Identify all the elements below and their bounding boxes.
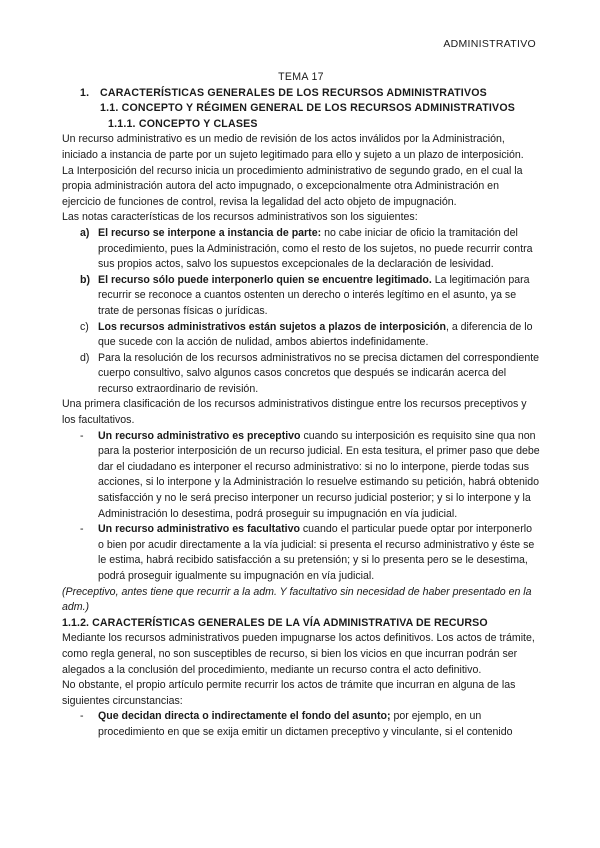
- list-item-text: El recurso se interpone a instancia de parte: no cabe iniciar de oficio la tramitación del procedimiento, pues la Administración, como el resto de los sujetos, no puede recurrir contra sus propios actos, salvo los supuestos excepcionales de la declaración de lesividad.: [98, 226, 533, 271]
- list-item-text: Para la resolución de los recursos administrativos no se precisa dictamen del correspondiente cuerpo consultivo, salvo algunos casos concretos que después se indicarán acerca del recurso extraordinario de revisión.: [98, 351, 540, 395]
- circumstances-list: [62, 709, 540, 740]
- heading-1-number: 1.: [80, 86, 90, 99]
- list-item-text: El recurso sólo puede interponerlo quien se encuentre legitimado. La legitimación para recurrir se reconoce a cuantos ostenten un derecho o interés legítimo en el asunto, ya se trate de personas físicas o jurídicas.: [98, 273, 530, 317]
- heading-1: [62, 86, 540, 102]
- list-item-text: Los recursos administrativos están sujetos a plazos de interposición, a diferencia de lo que sucede con la acción de nulidad, ambos abiertos indefinidamente.: [98, 320, 533, 349]
- paragraph-acts: Mediante los recursos administrativos pueden impugnarse los actos definitivos. Los actos de trámite, como regla general, no son susceptibles de recurso, si bien los vicios en que incurran podrán ser alegados a la conclusión del procedimiento, mediante un recurso contra el acto definitivo.: [62, 632, 535, 676]
- tema-title: TEMA 17: [278, 71, 324, 83]
- list-item: [62, 709, 540, 740]
- list-marker: -: [80, 429, 84, 442]
- classes-list: [62, 429, 540, 585]
- list-marker: d): [80, 351, 90, 364]
- list-item: [62, 351, 540, 398]
- paragraph-notes-intro: Las notas características de los recursos administrativos son los siguientes:: [62, 211, 418, 224]
- heading-4: 1.1.2. CARACTERÍSTICAS GENERALES DE LA VÍA ADMINISTRATIVA DE RECURSO: [62, 616, 488, 629]
- paragraph-exception: No obstante, el propio artículo permite recurrir los actos de trámite que incurran en alguna de las siguientes circunstancias:: [62, 679, 516, 707]
- paragraph-classification: Una primera clasificación de los recursos administrativos distingue entre los recursos preceptivos y los facultativos.: [62, 398, 527, 427]
- list-item-text: Un recurso administrativo es preceptivo cuando su interposición es requisito sine qua non para la posterior interposición de un recurso judicial. En esta tesitura, el primer paso que debe dar el ciudadano es interponer el recurso administrativo: si no lo interpone, pierde todas sus acciones, si lo interpone y la Administración lo resuelve estimando su petición, habrá obtenido satisfacción y no le será preciso interponer un recurso judicial posterior; y si lo interpone y la Administración lo desestima, podrá proseguir su impugnación en vía judicial.: [98, 429, 540, 520]
- list-marker: -: [80, 523, 84, 536]
- list-item: [62, 226, 540, 273]
- list-item: [62, 273, 540, 320]
- list-item: [62, 320, 540, 351]
- heading-3: 1.1.1. CONCEPTO Y CLASES: [108, 117, 258, 130]
- running-header: ADMINISTRATIVO: [443, 38, 536, 50]
- list-marker: c): [80, 320, 89, 333]
- list-marker: -: [80, 710, 84, 723]
- list-item: [62, 522, 540, 584]
- list-item: [62, 429, 540, 523]
- list-item-text: Un recurso administrativo es facultativo cuando el particular puede optar por interponerlo o bien por acudir directamente a la vía judicial: si presenta el recurso administrativo y éste se le estima, habrá recibido satisfacción a su pretensión; y si lo presenta pero se le desestima, podrá proseguir igualmente su impugnación en vía judicial.: [98, 523, 535, 582]
- heading-1-text: CARACTERÍSTICAS GENERALES DE LOS RECURSOS ADMINISTRATIVOS: [100, 86, 487, 99]
- italic-note: (Preceptivo, antes tiene que recurrir a la adm. Y facultativo sin necesidad de haber presentado en la adm.): [62, 585, 532, 614]
- document-body: [62, 70, 540, 741]
- list-marker: b): [80, 273, 90, 286]
- notes-list: [62, 226, 540, 398]
- paragraph-definition: Un recurso administrativo es un medio de revisión de los actos inválidos por la Administración, iniciado a instancia de parte por un sujeto legitimado para ello y sujeto a un plazo de interposición.: [62, 133, 524, 161]
- heading-2: 1.1. CONCEPTO Y RÉGIMEN GENERAL DE LOS RECURSOS ADMINISTRATIVOS: [100, 102, 516, 115]
- paragraph-interposition: La Interposición del recurso inicia un procedimiento administrativo de segundo grado, en el cual la propia administración autora del acto impugnado, o excepcionalmente otra Administración en ejercicio de funciones de control, revisa la legalidad del acto objeto de impugnación.: [62, 164, 523, 208]
- list-item-text: Que decidan directa o indirectamente el fondo del asunto; por ejemplo, en un procedimiento en que se exija emitir un dictamen preceptivo y vinculante, si el contenido: [98, 710, 513, 738]
- list-marker: a): [80, 226, 90, 239]
